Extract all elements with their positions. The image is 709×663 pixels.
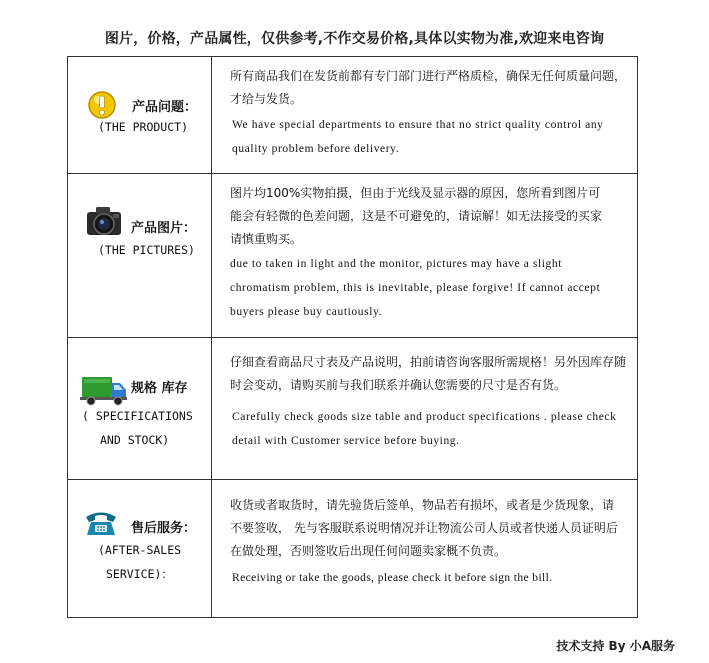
notice-headline: 图片，价格，产品属性，仅供参考,不作交易价格,具体以实物为准,欢迎来电咨询 [104, 31, 605, 47]
row-title-en: (THE PICTURES) [98, 243, 195, 257]
row-title-en-line1: ( SPECIFICATIONS [82, 409, 193, 423]
footer-credit: 技术支持 By 小A服务 [556, 639, 675, 653]
delivery-truck-icon [80, 371, 128, 407]
row-content-cell [212, 338, 637, 479]
table-row-product [68, 57, 637, 174]
row-title-en-line2: AND STOCK) [100, 433, 170, 447]
telephone-icon [83, 508, 119, 538]
row-label-cell [68, 57, 212, 173]
table-row-specifications [68, 338, 637, 480]
row-content-cell [212, 480, 637, 617]
row-text-cn: 所有商品我们在发货前都有专门部门进行严格质检，确保无任何质量问题，才给与发货。 [230, 69, 627, 106]
row-content-cell [212, 57, 637, 173]
row-title-cn: 产品问题： [132, 100, 198, 115]
table-row-pictures [68, 174, 637, 338]
row-label-cell [68, 338, 212, 479]
table-row-after-sales [68, 480, 637, 617]
row-title-cn: 售后服务： [131, 521, 197, 536]
row-title-en: (THE PRODUCT) [98, 120, 189, 134]
row-label-cell [68, 174, 212, 337]
row-title-en-line1: (AFTER-SALES [98, 543, 182, 557]
row-label-cell [68, 480, 212, 617]
row-text-cn: 收货或者取货时，请先验货后签单，物品若有损坏，或者是少货现象，请不要签收， 先与客服联系说明情况并让物流公司人员或者快递人员证明后在做处理，否则签收后出现任何问题卖家概不负责。 [230, 498, 618, 558]
info-table [67, 56, 638, 618]
row-text-cn: 仔细查看商品尺寸表及产品说明，拍前请咨询客服所需规格！另外因库存随时会变动，请购买前与我们联系并确认您需要的尺寸是否有货。 [230, 355, 627, 392]
row-text-en: due to taken in light and the monitor, pictures may have a slight chromatism problem, this is inevitable, please forgive! If cannot accept buyers please buy cautiously. [230, 258, 601, 318]
row-text-cn: 图片均100%实物拍摄，但由于光线及显示器的原因，您所看到图片可能会有轻微的色差问题，这是不可避免的，请谅解！如无法接受的买家请慎重购买。 [230, 186, 603, 246]
row-title-cn: 产品图片： [131, 221, 197, 236]
row-text-en: Carefully check goods size table and product specifications . please check detail with Customer service before buying. [232, 411, 617, 447]
row-title-en-line2: SERVICE)： [106, 567, 173, 581]
row-text-en: We have special departments to ensure that no strict quality control any quality problem before delivery. [232, 119, 604, 155]
row-title-cn: 规格 库存 [131, 381, 188, 396]
row-text-en: Receiving or take the goods, please check it before sign the bill. [232, 572, 553, 584]
camera-icon [85, 205, 123, 237]
row-content-cell [212, 174, 637, 337]
